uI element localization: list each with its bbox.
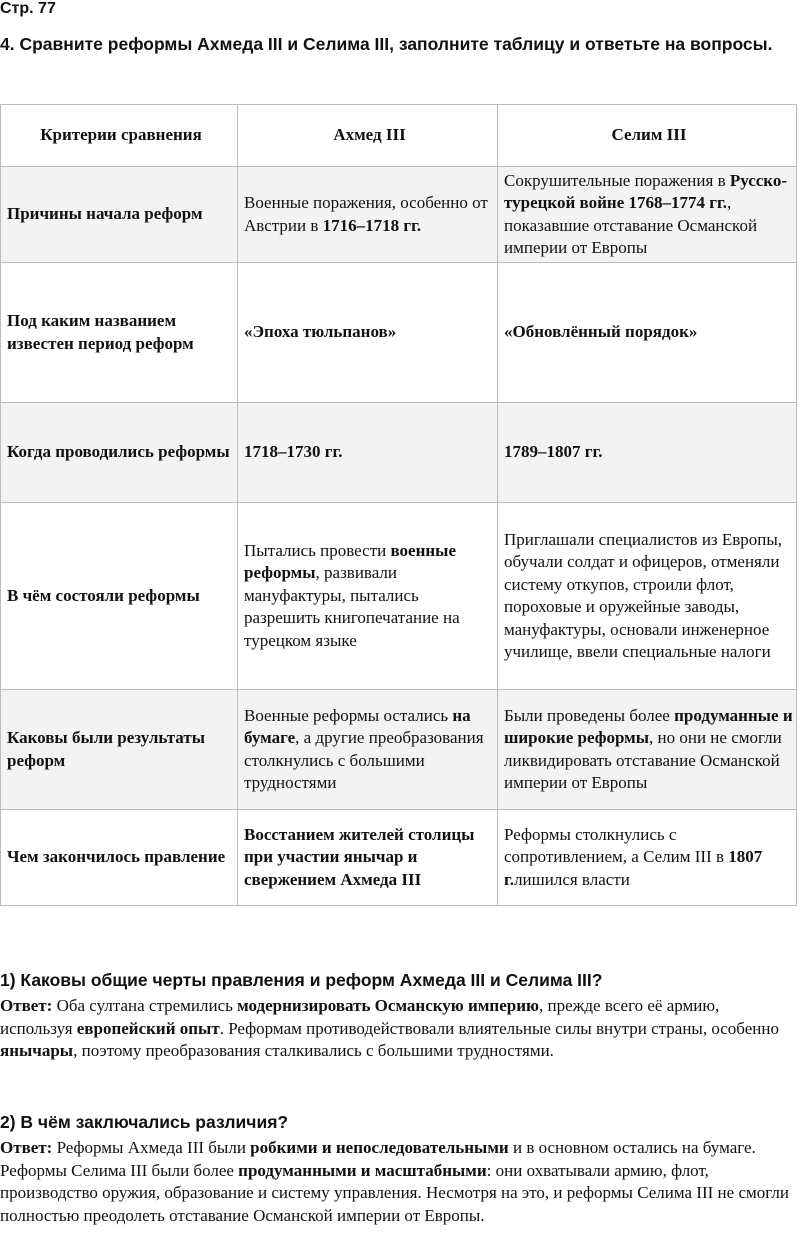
table-row xyxy=(1,403,797,503)
ahmed-cell: Пытались провести военные реформы, развивали мануфактуры, пытались разрешить книгопечатание на турецком языке xyxy=(238,503,498,690)
task-title: 4. Сравните реформы Ахмеда III и Селима III, заполните таблицу и ответьте на вопросы. xyxy=(0,34,773,54)
question-1: 1) Каковы общие черты правления и реформ Ахмеда III и Селима III? xyxy=(0,970,603,990)
ahmed-cell: 1718–1730 гг. xyxy=(238,403,498,503)
answer-label: Ответ: xyxy=(0,996,53,1015)
header-ahmed: Ахмед III xyxy=(238,105,498,167)
selim-cell: Приглашали специалистов из Европы, обучали солдат и офицеров, отменяли систему откупов, строили флот, пороховые и оружейные заводы, мануфактуры, основали инженерное училище, ввели специальные налоги xyxy=(498,503,797,690)
ahmed-cell: «Эпоха тюльпанов» xyxy=(238,263,498,403)
answer-2 xyxy=(0,1137,796,1227)
comparison-table xyxy=(0,104,797,906)
criterion-cell: Причины начала реформ xyxy=(1,167,238,263)
table-row xyxy=(1,167,797,263)
answer-1 xyxy=(0,995,796,1063)
question-2: 2) В чём заключались различия? xyxy=(0,1112,289,1132)
selim-cell: Сокрушительные поражения в Русско-турецкой войне 1768–1774 гг., показавшие отставание Османской империи от Европы xyxy=(498,167,797,263)
answer-label: Ответ: xyxy=(0,1138,53,1157)
page-label: Стр. 77 xyxy=(0,0,56,17)
answer-text: Оба султана стремились модернизировать Османскую империю, прежде всего её армию, используя европейский опыт. Реформам противодействовали влиятельные силы внутри страны, особенно янычары, поэтому преобразования сталкивались с большими трудностями. xyxy=(0,996,779,1060)
ahmed-cell: Военные реформы остались на бумаге, а другие преобразования столкнулись с большими трудностями xyxy=(238,690,498,810)
criterion-cell: Под каким названием известен период реформ xyxy=(1,263,238,403)
criterion-cell: В чём состояли реформы xyxy=(1,503,238,690)
selim-cell: «Обновлённый порядок» xyxy=(498,263,797,403)
table-row xyxy=(1,810,797,906)
header-selim: Селим III xyxy=(498,105,797,167)
selim-cell: 1789–1807 гг. xyxy=(498,403,797,503)
table-row xyxy=(1,690,797,810)
header-criteria: Критерии сравнения xyxy=(1,105,238,167)
answer-text: Реформы Ахмеда III были робкими и непоследовательными и в основном остались на бумаге. Реформы Селима III были более продуманными и масштабными: они охватывали армию, флот, производство оружия, образование и систему управления. Несмотря на это, и реформы Селима III не смогли полностью преодолеть отставание Османской империи от Европы. xyxy=(0,1138,789,1225)
ahmed-cell: Военные поражения, особенно от Австрии в 1716–1718 гг. xyxy=(238,167,498,263)
selim-cell: Были проведены более продуманные и широкие реформы, но они не смогли ликвидировать отставание Османской империи от Европы xyxy=(498,690,797,810)
criterion-cell: Каковы были результаты реформ xyxy=(1,690,238,810)
ahmed-cell: Восстанием жителей столицы при участии янычар и свержением Ахмеда III xyxy=(238,810,498,906)
table-row xyxy=(1,503,797,690)
table-row xyxy=(1,263,797,403)
table-header-row xyxy=(1,105,797,167)
selim-cell: Реформы столкнулись с сопротивлением, а Селим III в 1807 г.лишился власти xyxy=(498,810,797,906)
criterion-cell: Когда проводились реформы xyxy=(1,403,238,503)
criterion-cell: Чем закончилось правление xyxy=(1,810,238,906)
